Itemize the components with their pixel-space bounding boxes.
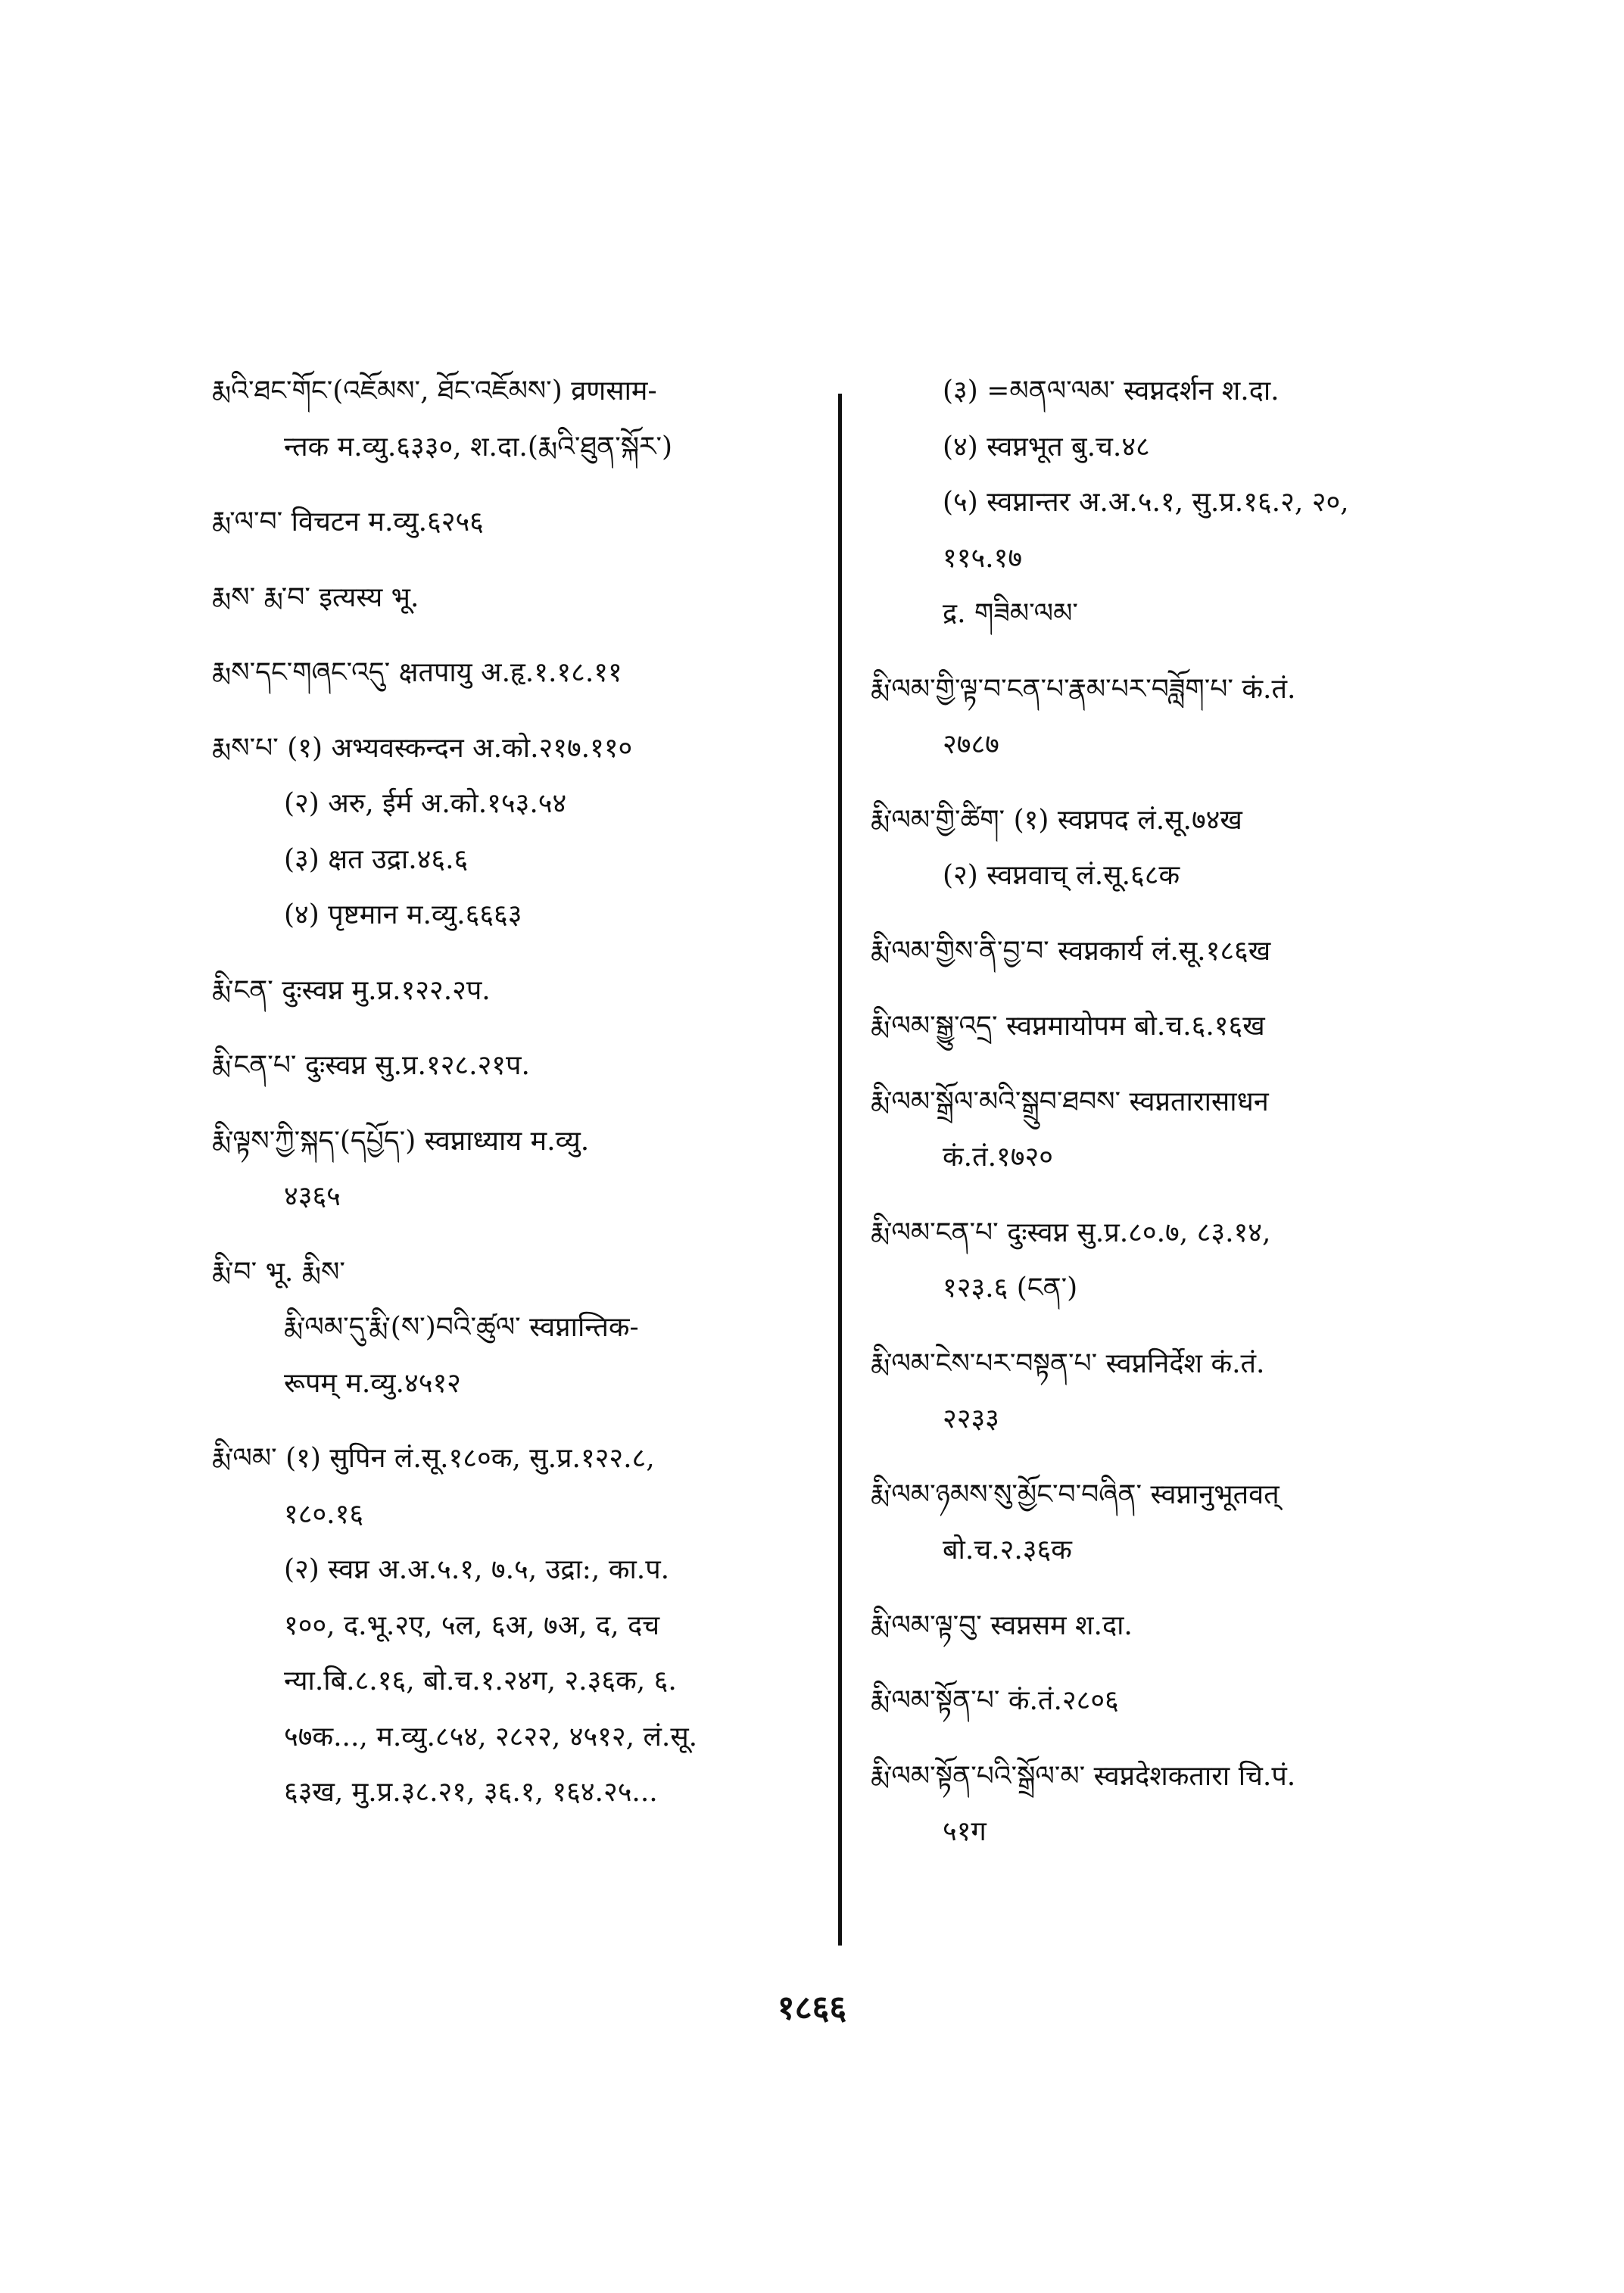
entry-headword-line: རྨི་ལམ་ངན་པ་ दुःस्वप्न सु.प्र.८०.७, ८३.१४, (871, 1217, 1271, 1248)
entry-continuation-line: ६३ख, मु.प्र.३८.२१, ३६.१, १६४.२५... (284, 1777, 658, 1808)
dictionary-entry (212, 1431, 818, 1821)
entry-headword-line: རྨི་ངན་པ་ दुःस्वप्न सु.प्र.१२८.२१प. (212, 1050, 530, 1081)
entry-continuation-line: རྨི་ལམ་དུ་རྨི་(ས་)བའི་ཚུལ་ स्वप्नान्तिक- (284, 1312, 639, 1343)
entry-headword-line: རྨས་དང་གཞང་འདུ་ क्षतपायु अ.हृ.१.१८.११ (212, 657, 622, 688)
entry-continuation-line: कं.तं.१७२० (943, 1142, 1053, 1173)
entry-headword-line: རྨི་ལམ་ཉམས་སུ་མྱོང་བ་བཞིན་ स्वप्नानुभूतवत् (871, 1478, 1280, 1510)
entry-continuation-line: (४) स्वप्नभूत बु.च.४८ (943, 431, 1150, 463)
dictionary-entry (212, 963, 818, 1019)
entry-continuation-line: २२३३ (943, 1404, 999, 1435)
dictionary-entry (212, 1245, 818, 1412)
dictionary-entry (212, 1038, 818, 1094)
entry-headword-line: རྨི་ལམ་སྟོན་པའི་སྒྲོལ་མ་ स्वप्नदेशकतारा चि.पं. (871, 1760, 1296, 1792)
entry-headword-line: རྨི་ལམ་ (१) सुपिन लं.सू.१८०क, सु.प्र.१२२.८, (212, 1443, 655, 1474)
entry-continuation-line: (२) स्वप्नवाच् लं.सू.६८क (943, 860, 1180, 891)
dictionary-entry (871, 1467, 1476, 1578)
dictionary-entry (871, 1074, 1476, 1185)
dictionary-entry (871, 363, 1476, 642)
dictionary-entry (212, 363, 818, 475)
dictionary-entry (871, 1598, 1476, 1654)
dictionary-entry (212, 570, 818, 626)
entry-headword-line: རྨི་ལམ་སྒྱུ་འདྲ་ स्वप्नमायोपम बो.च.६.१६ख (871, 1011, 1265, 1042)
dictionary-entry (871, 662, 1476, 773)
dictionary-entry (212, 494, 818, 550)
entry-continuation-line: द्र. གཟིམ་ལམ་ (943, 598, 1078, 629)
entry-headword-line: རྨས་པ་ (१) अभ्यवस्कन्दन अ.को.२१७.११० (212, 732, 633, 764)
entry-headword-line: (३) =མནལ་ལམ་ स्वप्नदर्शन श.दा. (943, 375, 1280, 407)
entry-headword-line: རྨི་ལམ་ལྟ་བུ་ स्वप्नसम श.दा. (871, 1609, 1133, 1641)
entry-continuation-line: (३) क्षत उद्रा.४६.६ (284, 843, 469, 875)
right-column (871, 363, 1476, 1880)
entry-continuation-line: १००, द.भू.२ए, ५ल, ६अ, ७अ, द, दच (284, 1609, 660, 1641)
entry-continuation-line: १२३.६ (ངན་) (943, 1273, 1078, 1304)
entry-headword-line: རྨི་ངན་ दुःस्वप्न मु.प्र.१२२.२प. (212, 974, 491, 1006)
dictionary-entry (212, 1114, 818, 1225)
entry-continuation-line: (४) पृष्टमान म.व्यु.६६६३ (284, 899, 522, 930)
dictionary-entry (871, 924, 1476, 980)
entry-headword-line: རྨི་ལམ་གྱི་ཚིག་ (१) स्वप्नपद लं.सू.७४ख (871, 804, 1242, 836)
entry-headword-line: རྨི་ལམ་གྱིས་ནི་བྱ་བ་ स्वप्नकार्य लं.सू.१८६ख (871, 935, 1271, 967)
entry-continuation-line: ५१ग (943, 1816, 987, 1847)
entry-headword-line: རྨའི་ཐང་གོང་(འཇོམས་, ཐོང་འཇོམས་) व्रणसाम- (212, 375, 657, 407)
dictionary-entry (871, 1749, 1476, 1860)
dictionary-entry (871, 1673, 1476, 1729)
entry-continuation-line: (२) स्वप्न अ.अ.५.१, ७.५, उद्रा:, का.प. (284, 1554, 670, 1585)
entry-headword-line: རྨ་ལ་བ་ विचटन म.व्यु.६२५६ (212, 506, 484, 537)
dictionary-entry (871, 793, 1476, 904)
left-column (212, 363, 818, 1840)
entry-headword-line: རྨི་ལམ་གྱི་ལྟ་བ་ངན་པ་རྣམ་པར་བཟློག་པ་ कं.तं. (871, 673, 1296, 705)
entry-continuation-line: न्या.बि.८.१६, बो.च.१.२४ग, २.३६क, ६. (284, 1665, 677, 1696)
entry-continuation-line: न्तक म.व्यु.६३३०, श.दा.(རྨའི་ཐུན་སྐོར་) (284, 431, 673, 463)
page-number: १८६६ (777, 1989, 847, 2027)
entry-continuation-line: रूपम् म.व्यु.४५१२ (284, 1367, 461, 1399)
entry-headword-line: རྨི་ལམ་ངེས་པར་བསྟན་པ་ स्वप्ननिर्देश कं.तं. (871, 1347, 1265, 1379)
column-divider (838, 394, 842, 1946)
entry-continuation-line: ५७क..., म.व्यु.८५४, २८२२, ४५१२, लं.सू. (284, 1721, 698, 1752)
entry-headword-line: རྨི་ལྟས་ཀྱི་སྐད་(དཔྱོད་) स्वप्नाध्याय म.व्यु. (212, 1125, 590, 1157)
entry-headword-line: རྨས་ རྨ་བ་ इत्यस्य भू. (212, 581, 419, 613)
entry-continuation-line: ४३६५ (284, 1181, 341, 1212)
entry-headword-line: རྨི་ལམ་སྟོན་པ་ कं.तं.२८०६ (871, 1685, 1119, 1716)
dictionary-entry (212, 721, 818, 943)
dictionary-entry (212, 645, 818, 701)
entry-continuation-line: (५) स्वप्नान्तर अ.अ.५.१, सु.प्र.१६.२, २०, (943, 487, 1349, 518)
entry-continuation-line: २७८७ (943, 729, 999, 760)
entry-continuation-line: (२) अरु, ईर्म अ.को.१५३.५४ (284, 788, 567, 819)
entry-continuation-line: बो.च.२.३६क (943, 1534, 1072, 1566)
dictionary-entry (871, 1336, 1476, 1447)
entry-headword-line: རྨི་ལམ་སྒྲོལ་མའི་སྒྲུབ་ཐབས་ स्वप्नतारासाधन (871, 1086, 1269, 1117)
entry-continuation-line: १८०.१६ (284, 1498, 364, 1530)
dictionary-entry (871, 1205, 1476, 1316)
entry-headword-line: རྨི་བ་ भू. རྨིས་ (212, 1256, 345, 1288)
dictionary-entry (871, 999, 1476, 1055)
entry-continuation-line: ११५.१७ (943, 542, 1023, 574)
